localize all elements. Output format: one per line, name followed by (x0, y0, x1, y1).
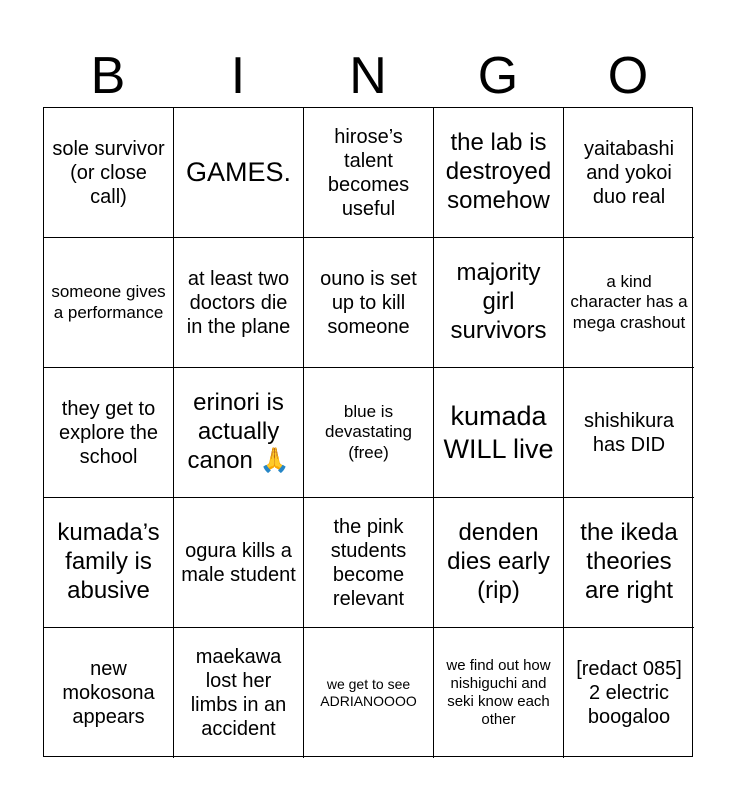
bingo-cell[interactable]: new mokosona appears (44, 628, 174, 758)
bingo-cell[interactable]: a kind character has a mega crashout (564, 238, 694, 368)
bingo-cell[interactable]: shishikura has DID (564, 368, 694, 498)
bingo-cell[interactable]: the pink students become relevant (304, 498, 434, 628)
bingo-cell[interactable]: the ikeda theories are right (564, 498, 694, 628)
bingo-cell[interactable]: ogura kills a male student (174, 498, 304, 628)
bingo-cell[interactable]: blue is devastating (free) (304, 368, 434, 498)
bingo-cell[interactable]: the lab is destroyed somehow (434, 108, 564, 238)
bingo-header (43, 45, 693, 107)
bingo-cell[interactable]: hirose’s talent becomes useful (304, 108, 434, 238)
header-letter-i: I (230, 47, 246, 105)
header-letter-n: N (349, 47, 387, 105)
bingo-cell[interactable]: they get to explore the school (44, 368, 174, 498)
bingo-cell[interactable]: sole survivor (or close call) (44, 108, 174, 238)
bingo-cell[interactable]: ouno is set up to kill someone (304, 238, 434, 368)
bingo-board (43, 107, 693, 757)
bingo-cell[interactable]: yaitabashi and yokoi duo real (564, 108, 694, 238)
bingo-cell[interactable]: [redact 085] 2 electric boogaloo (576, 658, 682, 728)
bingo-cell[interactable]: kumada WILL live (434, 368, 564, 498)
bingo-cell[interactable]: we get to see ADRIANOOOO (304, 628, 434, 758)
header-letter-g: G (477, 47, 519, 105)
bingo-cell[interactable]: GAMES. (174, 108, 304, 238)
bingo-cell[interactable]: someone gives a performance (44, 238, 174, 368)
bingo-cell[interactable]: maekawa lost her limbs in an accident (174, 628, 304, 758)
bingo-cell[interactable]: kumada’s family is abusive (44, 498, 174, 628)
bingo-cell[interactable]: we find out how nishiguchi and seki know each other (434, 628, 564, 758)
bingo-cell[interactable]: denden dies early (rip) (434, 498, 564, 628)
bingo-cell[interactable]: erinori is actually canon 🙏 (174, 368, 304, 498)
bingo-cell[interactable]: at least two doctors die in the plane (174, 238, 304, 368)
header-letter-o: O (607, 47, 649, 105)
bingo-cell[interactable]: majority girl survivors (434, 238, 564, 368)
header-letter-b: B (90, 47, 126, 105)
